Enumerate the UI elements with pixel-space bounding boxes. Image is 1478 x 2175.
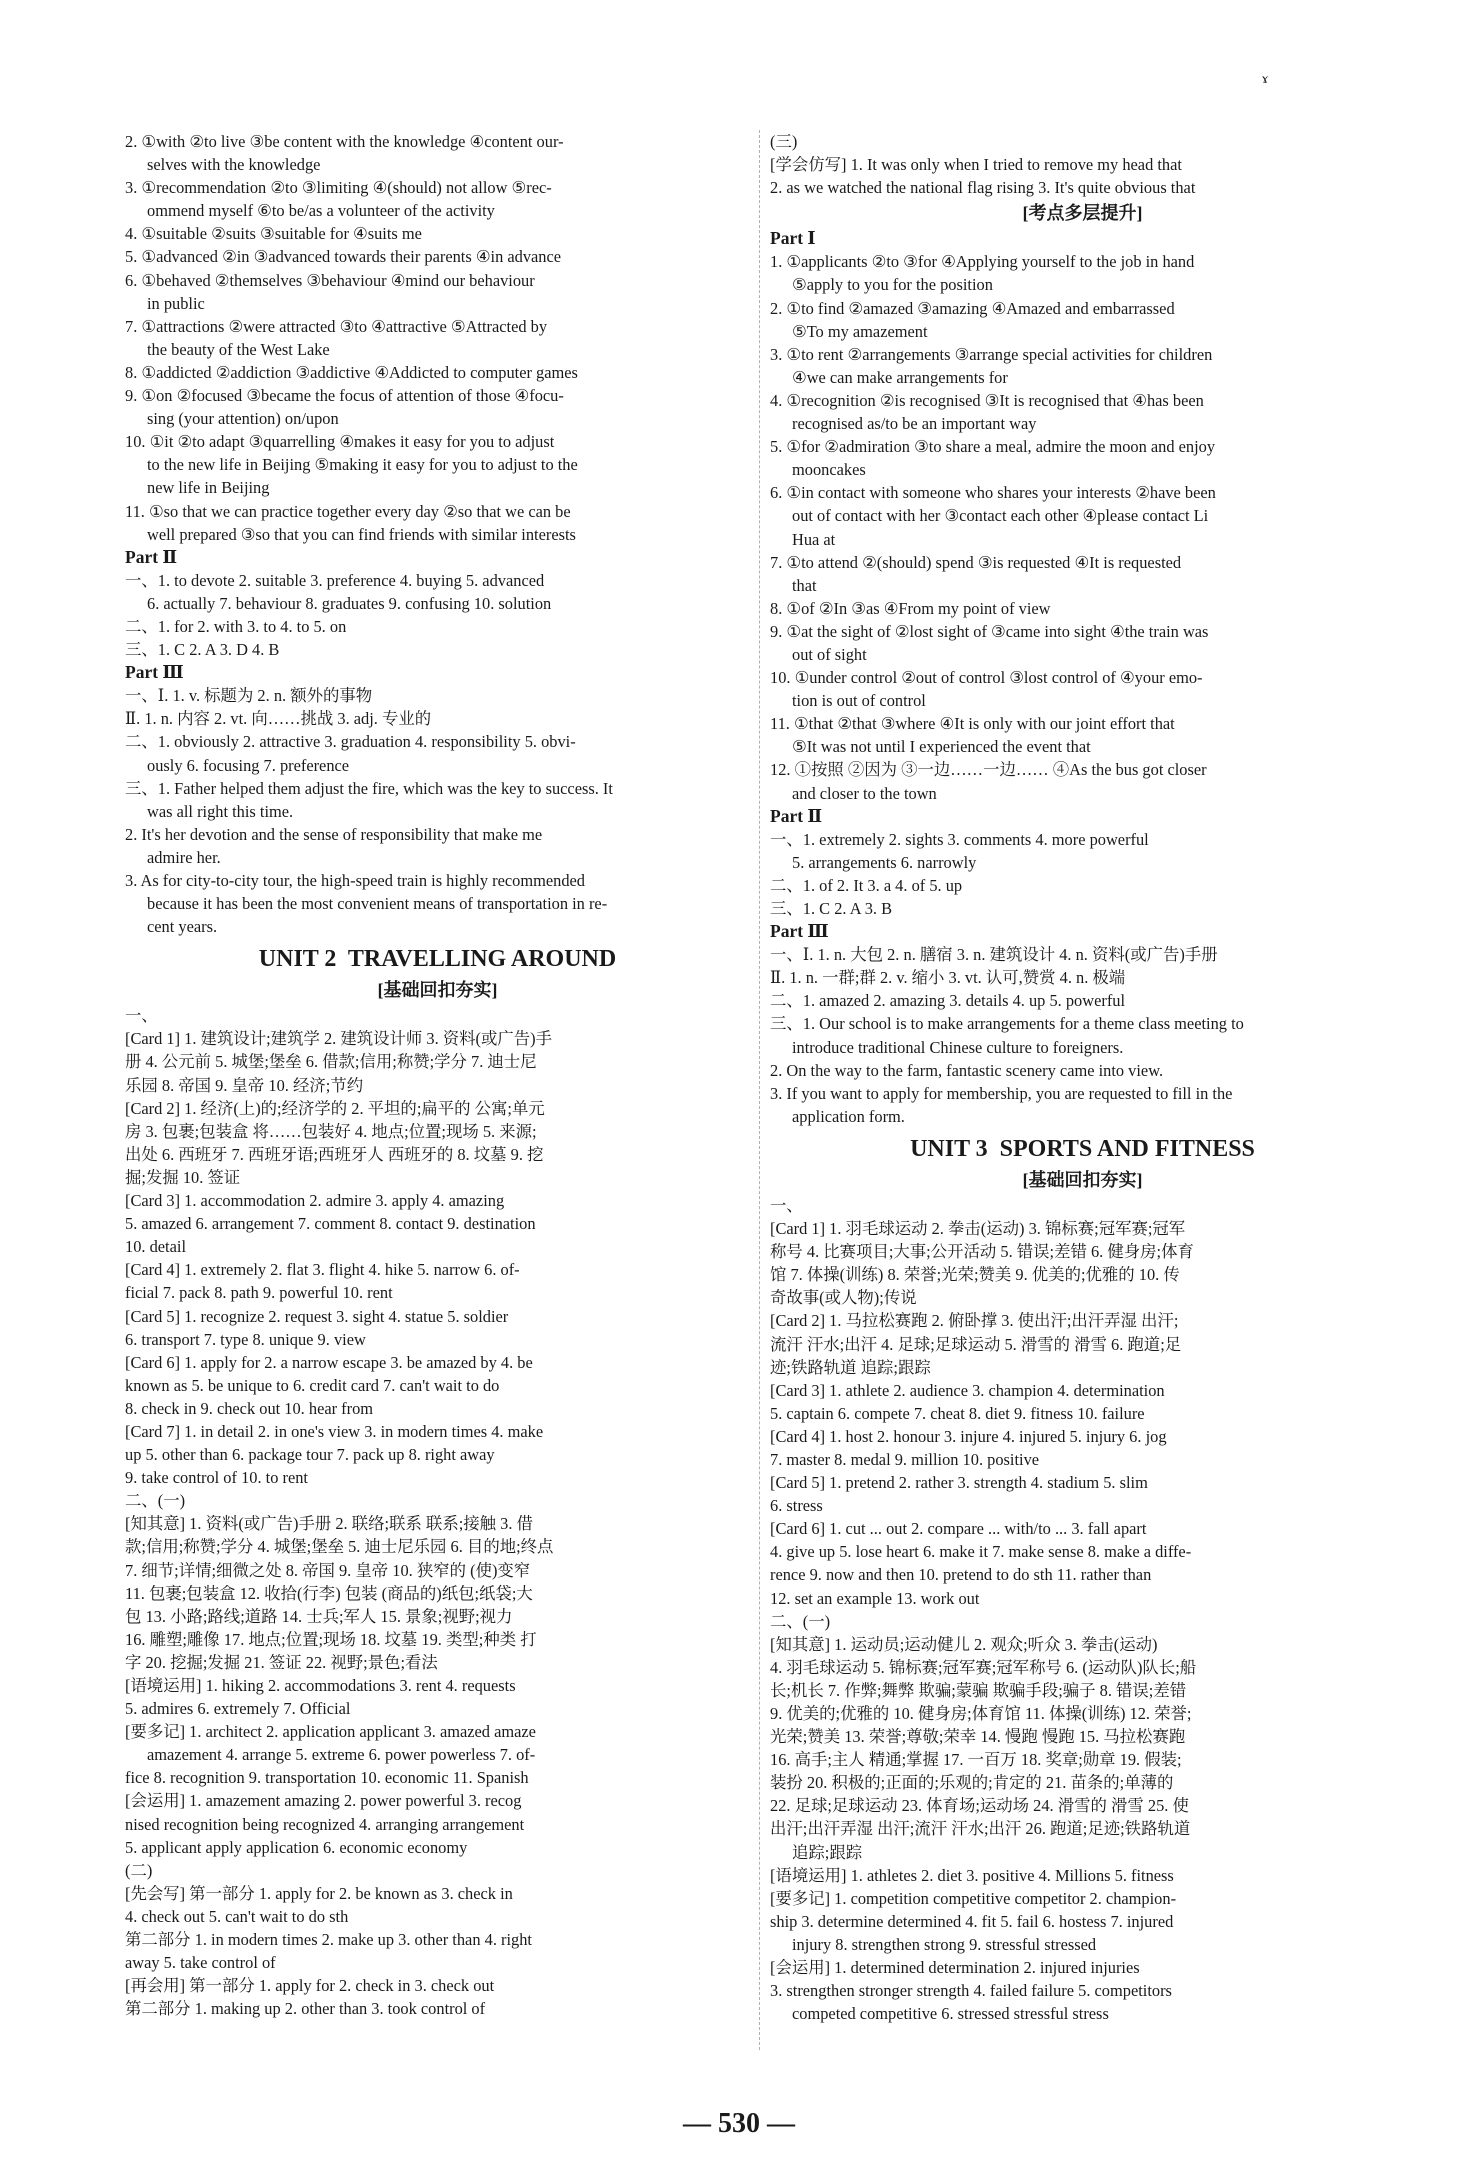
right-column (770, 130, 1395, 2025)
answer-line: [Card 5] 1. pretend 2. rather 3. strength 4. stadium 5. slim (770, 1473, 1148, 1493)
answer-line: 奇故事(或人物);传说 (770, 1288, 917, 1308)
answer-line: 6. ①behaved ②themselves ③behaviour ④mind our behaviour (125, 270, 535, 290)
answer-line: out of contact with her ③contact each other ④please contact Li (792, 506, 1209, 526)
answer-line: [Card 4] 1. extremely 2. flat 3. flight 4. hike 5. narrow 6. of- (125, 1260, 520, 1280)
column-divider (759, 130, 760, 2050)
answer-line: 乐园 8. 帝国 9. 皇帝 10. 经济;节约 (125, 1075, 364, 1095)
answer-line: 4. 羽毛球运动 5. 锦标赛;冠军赛;冠军称号 6. (运动队)队长;船 (770, 1657, 1197, 1677)
answer-line: 2. ①with ②to live ③be content with the knowledge ④content our- (125, 132, 564, 151)
answer-line: [学会仿写] 1. It was only when I tried to remove my head that (770, 155, 1182, 175)
answer-line: 三、1. Father helped them adjust the fire, which was the key to success. It (125, 778, 613, 798)
answer-line: 2. On the way to the farm, fantastic scenery came into view. (770, 1060, 1164, 1080)
answer-line: ④we can make arrangements for (792, 367, 1008, 387)
answer-line: [语境运用] 1. athletes 2. diet 3. positive 4. Millions 5. fitness (770, 1865, 1174, 1885)
answer-line: 7. ①attractions ②were attracted ③to ④attractive ⑤Attracted by (125, 316, 548, 336)
answer-line: 一、Ⅰ. 1. v. 标题为 2. n. 额外的事物 (125, 686, 373, 706)
answer-line: 9. take control of 10. to rent (125, 1468, 308, 1488)
answer-line: ficial 7. pack 8. path 9. powerful 10. rent (125, 1283, 393, 1303)
answer-line: ⑤It was not until I experienced the event that (792, 737, 1091, 757)
answer-line: [要多记] 1. architect 2. application applicant 3. amazed amaze (125, 1722, 536, 1742)
answer-line: known as 5. be unique to 6. credit card 7. can't wait to do (125, 1375, 500, 1395)
answer-line: and closer to the town (792, 783, 937, 803)
answer-line: 5. ①for ②admiration ③to share a meal, admire the moon and enjoy (770, 437, 1216, 457)
answer-line: [要多记] 1. competition competitive competitor 2. champion- (770, 1888, 1177, 1908)
answer-line: 馆 7. 体操(训练) 8. 荣誉;光荣;赞美 9. 优美的;优雅的 10. 传 (770, 1265, 1180, 1285)
answer-line: 6. stress (770, 1496, 823, 1516)
answer-line: 出汗;出汗弄湿 出汗;流汗 汗水;出汗 26. 跑道;足迹;铁路轨道 (770, 1819, 1191, 1839)
answer-line: 5. arrangements 6. narrowly (792, 852, 977, 872)
answer-line: up 5. other than 6. package tour 7. pack up 8. right away (125, 1445, 495, 1465)
answer-line: 11. ①so that we can practice together every day ②so that we can be (125, 501, 571, 521)
answer-line: 光荣;赞美 13. 荣誉;尊敬;荣幸 14. 慢跑 慢跑 15. 马拉松赛跑 (770, 1727, 1186, 1747)
answer-line: 1. ①applicants ②to ③for ④Applying yourself to the job in hand (770, 252, 1195, 272)
answer-line: 11. 包裹;包装盒 12. 收拾(行李) 包装 (商品的)纸包;纸袋;大 (125, 1583, 533, 1603)
answer-line: [Card 6] 1. apply for 2. a narrow escape 3. be amazed by 4. be (125, 1352, 533, 1372)
answer-line: 出处 6. 西班牙 7. 西班牙语;西班牙人 西班牙的 8. 坟墓 9. 挖 (125, 1144, 544, 1164)
answer-line: 4. check out 5. can't wait to do sth (125, 1906, 349, 1926)
answer-line: the beauty of the West Lake (147, 339, 330, 359)
answer-line: Ⅱ. 1. n. 内容 2. vt. 向……挑战 3. adj. 专业的 (125, 709, 432, 729)
unit-title: UNIT 3 SPORTS AND FITNESS (910, 1135, 1255, 1162)
answer-line: 9. ①on ②focused ③became the focus of attention of those ④focu- (125, 386, 564, 406)
answer-line: [Card 2] 1. 马拉松赛跑 2. 俯卧撑 3. 使出汗;出汗弄湿 出汗; (770, 1311, 1179, 1331)
answer-line: 包 13. 小路;路线;道路 14. 士兵;军人 15. 景象;视野;视力 (125, 1606, 513, 1626)
answer-line: 称号 4. 比赛项目;大事;公开活动 5. 错误;差错 6. 健身房;体育 (770, 1242, 1194, 1262)
answer-line: 三、1. Our school is to make arrangements for a theme class meeting to (770, 1014, 1244, 1034)
section-heading: [考点多层提升] (1022, 203, 1143, 224)
part-heading: Part Ⅰ (770, 228, 816, 249)
answer-line: admire her. (147, 847, 221, 867)
section-heading: [基础回扣夯实] (377, 980, 498, 1001)
answer-line: [Card 7] 1. in detail 2. in one's view 3. in modern times 4. make (125, 1421, 544, 1441)
answer-line: ⑤To my amazement (792, 321, 928, 341)
answer-line: 房 3. 包裹;包装盒 将……包装好 4. 地点;位置;现场 5. 来源; (125, 1121, 537, 1141)
answer-line: nised recognition being recognized 4. arranging arrangement (125, 1814, 525, 1834)
answer-line: tion is out of control (792, 691, 926, 711)
part-heading: Part Ⅱ (770, 805, 823, 826)
answer-line: ship 3. determine determined 4. fit 5. fail 6. hostess 7. injured (770, 1911, 1174, 1931)
answer-line: 7. 细节;详情;细微之处 8. 帝国 9. 皇帝 10. 狭窄的 (使)变窄 (125, 1560, 531, 1580)
answer-line: was all right this time. (147, 801, 294, 821)
answer-line: 二、1. for 2. with 3. to 4. to 5. on (125, 616, 347, 636)
answer-line: 16. 雕塑;雕像 17. 地点;位置;现场 18. 坟墓 19. 类型;种类 打 (125, 1629, 537, 1649)
answer-line: [Card 3] 1. accommodation 2. admire 3. apply 4. amazing (125, 1191, 505, 1211)
answer-line: to the new life in Beijing ⑤making it easy for you to adjust to the (147, 455, 578, 475)
answer-line: [Card 6] 1. cut ... out 2. compare ... with/to ... 3. fall apart (770, 1519, 1147, 1539)
answer-line: application form. (792, 1106, 905, 1126)
answer-line: 5. admires 6. extremely 7. Official (125, 1699, 351, 1719)
answer-line: 三、1. C 2. A 3. B (770, 899, 893, 918)
answer-line: 4. ①suitable ②suits ③suitable for ④suits me (125, 224, 422, 244)
answer-line: 3. As for city-to-city tour, the high-speed train is highly recommended (125, 871, 585, 890)
left-column (125, 130, 750, 2020)
answer-line: 11. ①that ②that ③where ④It is only with our joint effort that (770, 714, 1175, 734)
answer-line: 二、1. amazed 2. amazing 3. details 4. up 5. powerful (770, 991, 1126, 1011)
answer-line: injury 8. strengthen strong 9. stressful stressed (792, 1934, 1097, 1954)
answer-line: 一、1. to devote 2. suitable 3. preference 4. buying 5. advanced (125, 570, 545, 590)
answer-line: rence 9. now and then 10. pretend to do sth 11. rather than (770, 1565, 1152, 1585)
answer-line: well prepared ③so that you can find friends with similar interests (147, 524, 576, 544)
answer-line: recognised as/to be an important way (792, 414, 1037, 434)
unit-title: UNIT 2 TRAVELLING AROUND (258, 946, 617, 973)
answer-line: 8. ①of ②In ③as ④From my point of view (770, 598, 1051, 618)
page-number: — 530 — (683, 2108, 795, 2139)
answer-line: selves with the knowledge (147, 155, 321, 175)
answer-line: 长;机长 7. 作弊;舞弊 欺骗;蒙骗 欺骗手段;骗子 8. 错误;差错 (770, 1680, 1187, 1700)
answer-line: 10. ①under control ②out of control ③lost control of ④your emo- (770, 668, 1203, 688)
answer-line: 22. 足球;足球运动 23. 体育场;运动场 24. 滑雪的 滑雪 25. 使 (770, 1796, 1189, 1816)
answer-line: 4. ①recognition ②is recognised ③It is recognised that ④has been (770, 390, 1204, 410)
answer-line: 3. strengthen stronger strength 4. failed failure 5. competitors (770, 1981, 1172, 2001)
answer-line: competed competitive 6. stressed stressful stress (792, 2004, 1109, 2024)
answer-line: in public (147, 293, 205, 313)
answer-line: cent years. (147, 917, 218, 937)
answer-line: 10. detail (125, 1237, 186, 1257)
answer-line: [Card 4] 1. host 2. honour 3. injure 4. injured 5. injury 6. jog (770, 1426, 1167, 1446)
answer-line: [语境运用] 1. hiking 2. accommodations 3. rent 4. requests (125, 1676, 516, 1695)
answer-line: 流汗 汗水;出汗 4. 足球;足球运动 5. 滑雪的 滑雪 6. 跑道;足 (770, 1334, 1182, 1354)
answer-line: out of sight (792, 644, 867, 664)
answer-line: 5. amazed 6. arrangement 7. comment 8. contact 9. destination (125, 1214, 536, 1234)
answer-line: 9. ①at the sight of ②lost sight of ③came into sight ④the train was (770, 621, 1209, 641)
answer-line: mooncakes (792, 460, 866, 480)
answer-line: 三、1. C 2. A 3. D 4. B (125, 640, 280, 660)
part-heading: Part Ⅱ (125, 546, 178, 567)
answer-line: 2. as we watched the national flag rising 3. It's quite obvious that (770, 178, 1196, 198)
answer-line: 5. ①advanced ②in ③advanced towards their parents ④in advance (125, 247, 562, 267)
answer-line: sing (your attention) on/upon (147, 409, 339, 429)
answer-line: 册 4. 公元前 5. 城堡;堡垒 6. 借款;信用;称赞;学分 7. 迪士尼 (125, 1052, 537, 1072)
answer-line: because it has been the most convenient means of transportation in re- (147, 894, 608, 914)
section-heading: [基础回扣夯实] (1022, 1169, 1143, 1190)
answer-line: 迹;铁路轨道 追踪;跟踪 (770, 1357, 931, 1377)
answer-line: 12. set an example 13. work out (770, 1588, 980, 1608)
answer-line: 二、(一) (125, 1491, 186, 1511)
answer-line: [Card 2] 1. 经济(上)的;经济学的 2. 平坦的;扁平的 公寓;单元 (125, 1098, 545, 1118)
answer-line: 2. ①to find ②amazed ③amazing ④Amazed and embarrassed (770, 298, 1175, 318)
answer-line: 一、 (770, 1195, 803, 1215)
answer-line: 10. ①it ②to adapt ③quarrelling ④makes it easy for you to adjust (125, 432, 555, 452)
answer-line: away 5. take control of (125, 1953, 276, 1973)
answer-line: 7. master 8. medal 9. million 10. positive (770, 1449, 1040, 1469)
answer-line: 16. 高手;主人 精通;掌握 17. 一百万 18. 奖章;勋章 19. 假装; (770, 1750, 1182, 1770)
answer-line: [Card 3] 1. athlete 2. audience 3. champion 4. determination (770, 1380, 1165, 1400)
answer-line: 6. actually 7. behaviour 8. graduates 9. confusing 10. solution (147, 593, 552, 613)
answer-line: new life in Beijing (147, 478, 270, 498)
answer-line: [Card 1] 1. 建筑设计;建筑学 2. 建筑设计师 3. 资料(或广告)手 (125, 1029, 553, 1049)
answer-line: 掘;发掘 10. 签证 (125, 1167, 241, 1187)
answer-line: 5. applicant apply application 6. economic economy (125, 1837, 468, 1857)
answer-line: 追踪;跟踪 (792, 1842, 863, 1862)
answer-line: ommend myself ⑥to be/as a volunteer of the activity (147, 201, 495, 221)
answer-line: 第二部分 1. in modern times 2. make up 3. other than 4. right (125, 1930, 532, 1950)
answer-line: [Card 5] 1. recognize 2. request 3. sight 4. statue 5. soldier (125, 1306, 509, 1326)
answer-line: [会运用] 1. amazement amazing 2. power powerful 3. recog (125, 1791, 522, 1811)
part-heading: Part Ⅲ (770, 921, 829, 942)
answer-line: 一、 (125, 1006, 158, 1026)
answer-line: 3. ①recommendation ②to ③limiting ④(should) not allow ⑤rec- (125, 178, 552, 198)
answer-line: Hua at (792, 529, 836, 549)
answer-line: [再会用] 第一部分 1. apply for 2. check in 3. check out (125, 1976, 495, 1996)
answer-line: [会运用] 1. determined determination 2. injured injuries (770, 1958, 1140, 1978)
answer-line: 4. give up 5. lose heart 6. make it 7. make sense 8. make a diffe- (770, 1542, 1192, 1562)
answer-line: 二、1. of 2. It 3. a 4. of 5. up (770, 875, 963, 895)
answer-line: 5. captain 6. compete 7. cheat 8. diet 9. fitness 10. failure (770, 1403, 1145, 1423)
answer-line: 7. ①to attend ②(should) spend ③is requested ④It is requested (770, 552, 1182, 572)
answer-line: fice 8. recognition 9. transportation 10. economic 11. Spanish (125, 1768, 529, 1788)
answer-line: [知其意] 1. 资料(或广告)手册 2. 联络;联系 联系;接触 3. 借 (125, 1514, 533, 1534)
answer-line: Ⅱ. 1. n. 一群;群 2. v. 缩小 3. vt. 认可,赞赏 4. n. 极端 (770, 968, 1126, 988)
answer-line: 一、1. extremely 2. sights 3. comments 4. more powerful (770, 829, 1149, 849)
answer-line: ⑤apply to you for the position (792, 275, 993, 295)
answer-line: 二、1. obviously 2. attractive 3. graduation 4. responsibility 5. obvi- (125, 732, 576, 752)
answer-line: 6. transport 7. type 8. unique 9. view (125, 1329, 366, 1349)
answer-line: 2. It's her devotion and the sense of responsibility that make me (125, 824, 543, 844)
answer-line: 6. ①in contact with someone who shares your interests ②have been (770, 483, 1216, 503)
answer-line: 款;信用;称赞;学分 4. 城堡;堡垒 5. 迪士尼乐园 6. 目的地;终点 (125, 1537, 554, 1557)
answer-line: ously 6. focusing 7. preference (147, 755, 350, 775)
answer-line: introduce traditional Chinese culture to foreigners. (792, 1037, 1124, 1057)
answer-line: amazement 4. arrange 5. extreme 6. power powerless 7. of- (147, 1745, 536, 1765)
answer-line: [知其意] 1. 运动员;运动健儿 2. 观众;听众 3. 拳击(运动) (770, 1634, 1158, 1654)
answer-line: 二、(一) (770, 1611, 831, 1631)
answer-line: (三) (770, 132, 798, 151)
answer-line: [先会写] 第一部分 1. apply for 2. be known as 3. check in (125, 1883, 513, 1903)
answer-line: 3. If you want to apply for membership, you are requested to fill in the (770, 1083, 1233, 1103)
answer-line: 3. ①to rent ②arrangements ③arrange special activities for children (770, 344, 1213, 364)
answer-line: 装扮 20. 积极的;正面的;乐观的;肯定的 21. 苗条的;单薄的 (770, 1773, 1174, 1793)
answer-line: (二) (125, 1860, 153, 1880)
answer-line: 第二部分 1. making up 2. other than 3. took control of (125, 1999, 486, 2019)
answer-line: 字 20. 挖掘;发掘 21. 签证 22. 视野;景色;看法 (125, 1652, 438, 1672)
answer-line: that (792, 575, 817, 595)
answer-line: 8. ①addicted ②addiction ③addictive ④Addicted to computer games (125, 362, 578, 382)
part-heading: Part Ⅲ (125, 662, 184, 683)
answer-line: 一、Ⅰ. 1. n. 大包 2. n. 膳宿 3. n. 建筑设计 4. n. 资料(或广告)手册 (770, 945, 1218, 965)
answer-line: 12. ①按照 ②因为 ③一边……一边…… ④As the bus got closer (770, 760, 1207, 780)
answer-line: 9. 优美的;优雅的 10. 健身房;体育馆 11. 体操(训练) 12. 荣誉; (770, 1704, 1192, 1723)
corner-mark: ɤ (1262, 72, 1269, 87)
answer-line: [Card 1] 1. 羽毛球运动 2. 拳击(运动) 3. 锦标赛;冠军赛;冠军 (770, 1219, 1186, 1239)
answer-line: 8. check in 9. check out 10. hear from (125, 1398, 374, 1418)
